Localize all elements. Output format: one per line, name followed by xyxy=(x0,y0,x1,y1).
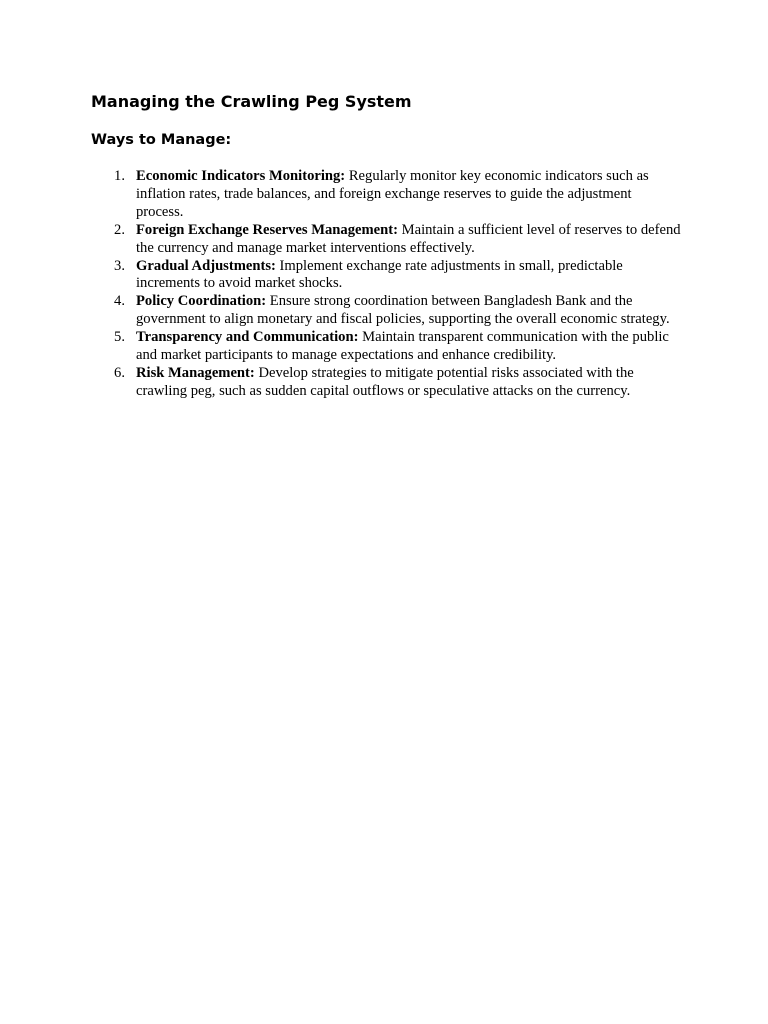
list-item-number: 4. xyxy=(114,293,125,310)
list-item-number: 5. xyxy=(114,329,125,346)
list-item-number: 2. xyxy=(114,221,125,238)
list-item-text: Implement exchange rate adjustments in small, predictable increments to avoid market shocks. xyxy=(136,257,623,292)
list-item-title: Transparency and Communication: xyxy=(136,329,359,346)
list-item-risk-management xyxy=(91,365,681,401)
list-item-title: Risk Management: xyxy=(136,364,255,381)
list-item-title: Foreign Exchange Reserves Management: xyxy=(136,221,398,238)
list-item-economic-indicators xyxy=(91,168,681,222)
list-item-reserves-management xyxy=(91,222,681,258)
list-item-text: Develop strategies to mitigate potential risks associated with the crawling peg, such as sudden capital outflows or speculative attacks on the currency. xyxy=(136,364,634,399)
list-item-gradual-adjustments xyxy=(91,258,681,294)
list-item-text: Regularly monitor key economic indicators such as inflation rates, trade balances, and foreign exchange reserves to guide the adjustment process. xyxy=(136,168,649,220)
list-item-text: Maintain a sufficient level of reserves to defend the currency and manage market interventions effectively. xyxy=(136,221,681,256)
list-item-title: Economic Indicators Monitoring: xyxy=(136,168,346,184)
list-item-transparency xyxy=(91,329,681,365)
list-item-title: Policy Coordination: xyxy=(136,293,267,310)
section-heading: Ways to Manage: xyxy=(91,132,232,148)
page-title: Managing the Crawling Peg System xyxy=(91,92,412,111)
list-item-number: 1. xyxy=(114,168,125,184)
list-item-title: Gradual Adjustments: xyxy=(136,257,276,274)
list-item-policy-coordination xyxy=(91,293,681,329)
list-item-number: 3. xyxy=(114,257,125,274)
list-item-text: Ensure strong coordination between Bangladesh Bank and the government to align monetary and fiscal policies, supporting the overall economic strategy. xyxy=(136,293,670,328)
list-item-text: Maintain transparent communication with the public and market participants to manage expectations and enhance credibility. xyxy=(136,329,669,364)
list-item-number: 6. xyxy=(114,364,125,381)
management-list xyxy=(91,168,681,401)
